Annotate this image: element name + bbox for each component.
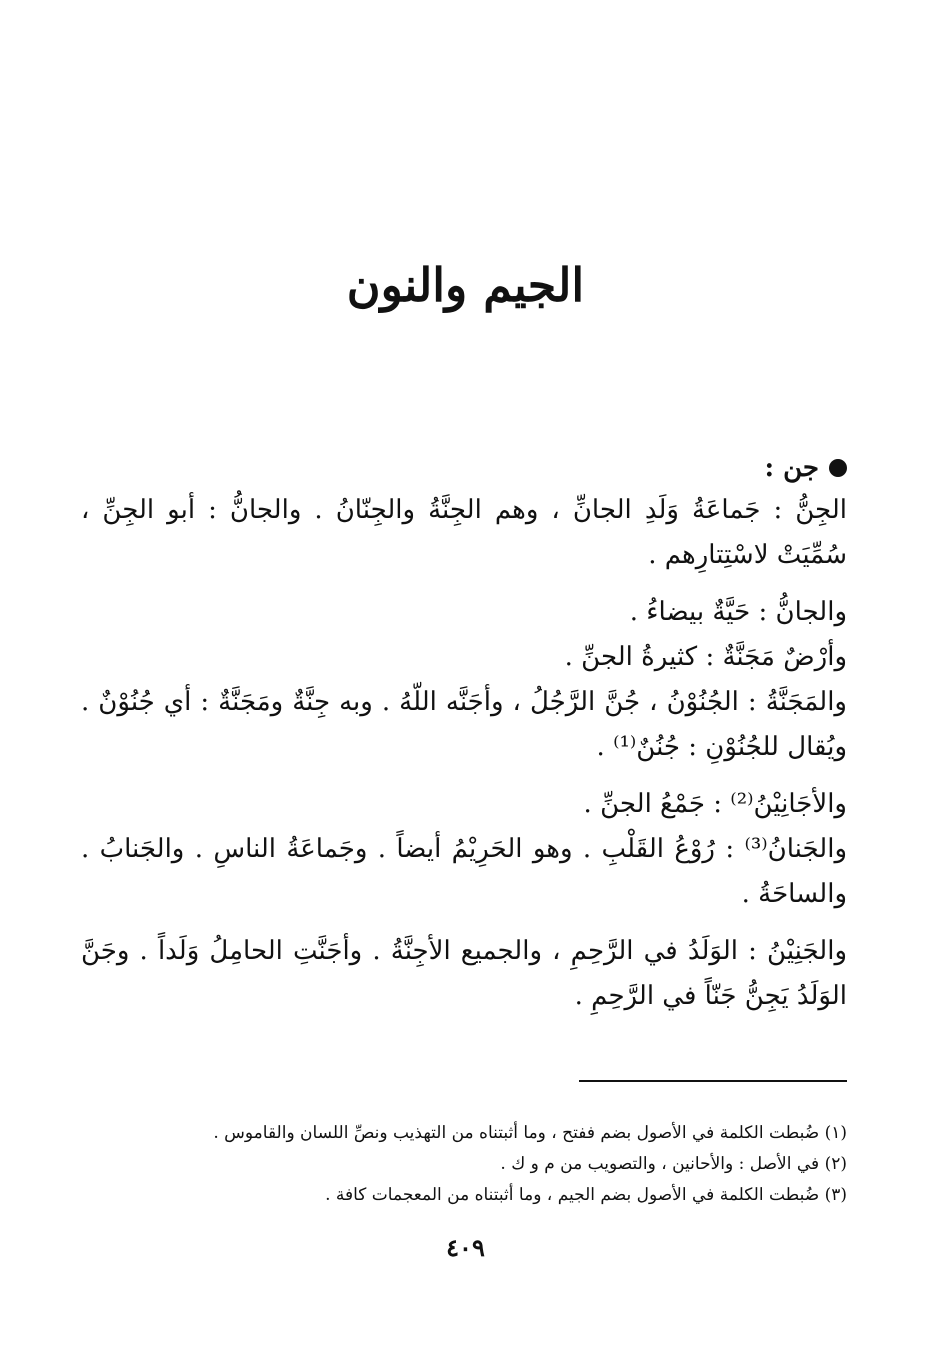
paragraph-3: وأرْضٌ مَجَنَّةٌ : كثيرةُ الجنِّ .: [564, 642, 847, 672]
paragraph-1: الجِنُّ : جَماعَةُ وَلَدِ الجانِّ ، وهم الجِنَّةُ والجِنّانُ . والجانُّ : أبو الجِنِّ ، سُمِّيَتْ لاسْتِتارِهم .: [81, 495, 847, 570]
entry-heading: [81, 448, 847, 488]
footnotes: [81, 1118, 847, 1211]
paragraph-2: والجانُّ : حَيَّةٌ بيضاءُ .: [629, 597, 847, 627]
paragraph-6: والجَنانُ⁽³⁾ : رُوْعُ القَلْبِ . وهو الحَرِيْمُ أيضاً . وجَماعَةُ الناسِ . والجَنابُ . والساحَةُ .: [81, 834, 847, 909]
paragraph-5: والأجَانِيْنُ⁽²⁾ : جَمْعُ الجنِّ .: [583, 789, 847, 819]
page-number: ٤٠٩: [446, 1233, 485, 1262]
footnote-3: (٣) ضُبطت الكلمة في الأصول بضم الجيم ، وما أثبتناه من المعجمات كافة .: [325, 1185, 847, 1205]
entry-headword: جن :: [764, 452, 819, 483]
dictionary-entry: [81, 448, 847, 1019]
footnote-divider: [579, 1080, 847, 1082]
paragraph-4: والمَجَنَّةُ : الجُنُوْنُ ، جُنَّ الرَّجُلُ ، وأجَنَّه اللّهُ . وبه جِنَّةٌ ومَجَنَّةٌ : أي جُنُوْنٌ . ويُقال للجُنُوْنِ : جُنُنٌ⁽¹⁾ .: [81, 687, 847, 762]
footnote-2: (٢) في الأصل : والأحانين ، والتصويب من م و ك .: [500, 1154, 847, 1174]
paragraph-7: والجَنِيْنُ : الوَلَدُ في الرَّحِمِ ، والجميع الأجِنَّةُ . وأجَنَّتِ الحامِلُ وَلَداً . وجَنَّ الوَلَدُ يَجِنُّ جَنّاً في الرَّحِمِ .: [81, 936, 847, 1011]
bullet-icon: [829, 459, 847, 477]
chapter-title: الجيم والنون: [346, 258, 585, 312]
footnote-1: (١) ضُبطت الكلمة في الأصول بضم ففتح ، وما أثبتناه من التهذيب ونصِّ اللسان والقاموس .: [213, 1123, 847, 1143]
